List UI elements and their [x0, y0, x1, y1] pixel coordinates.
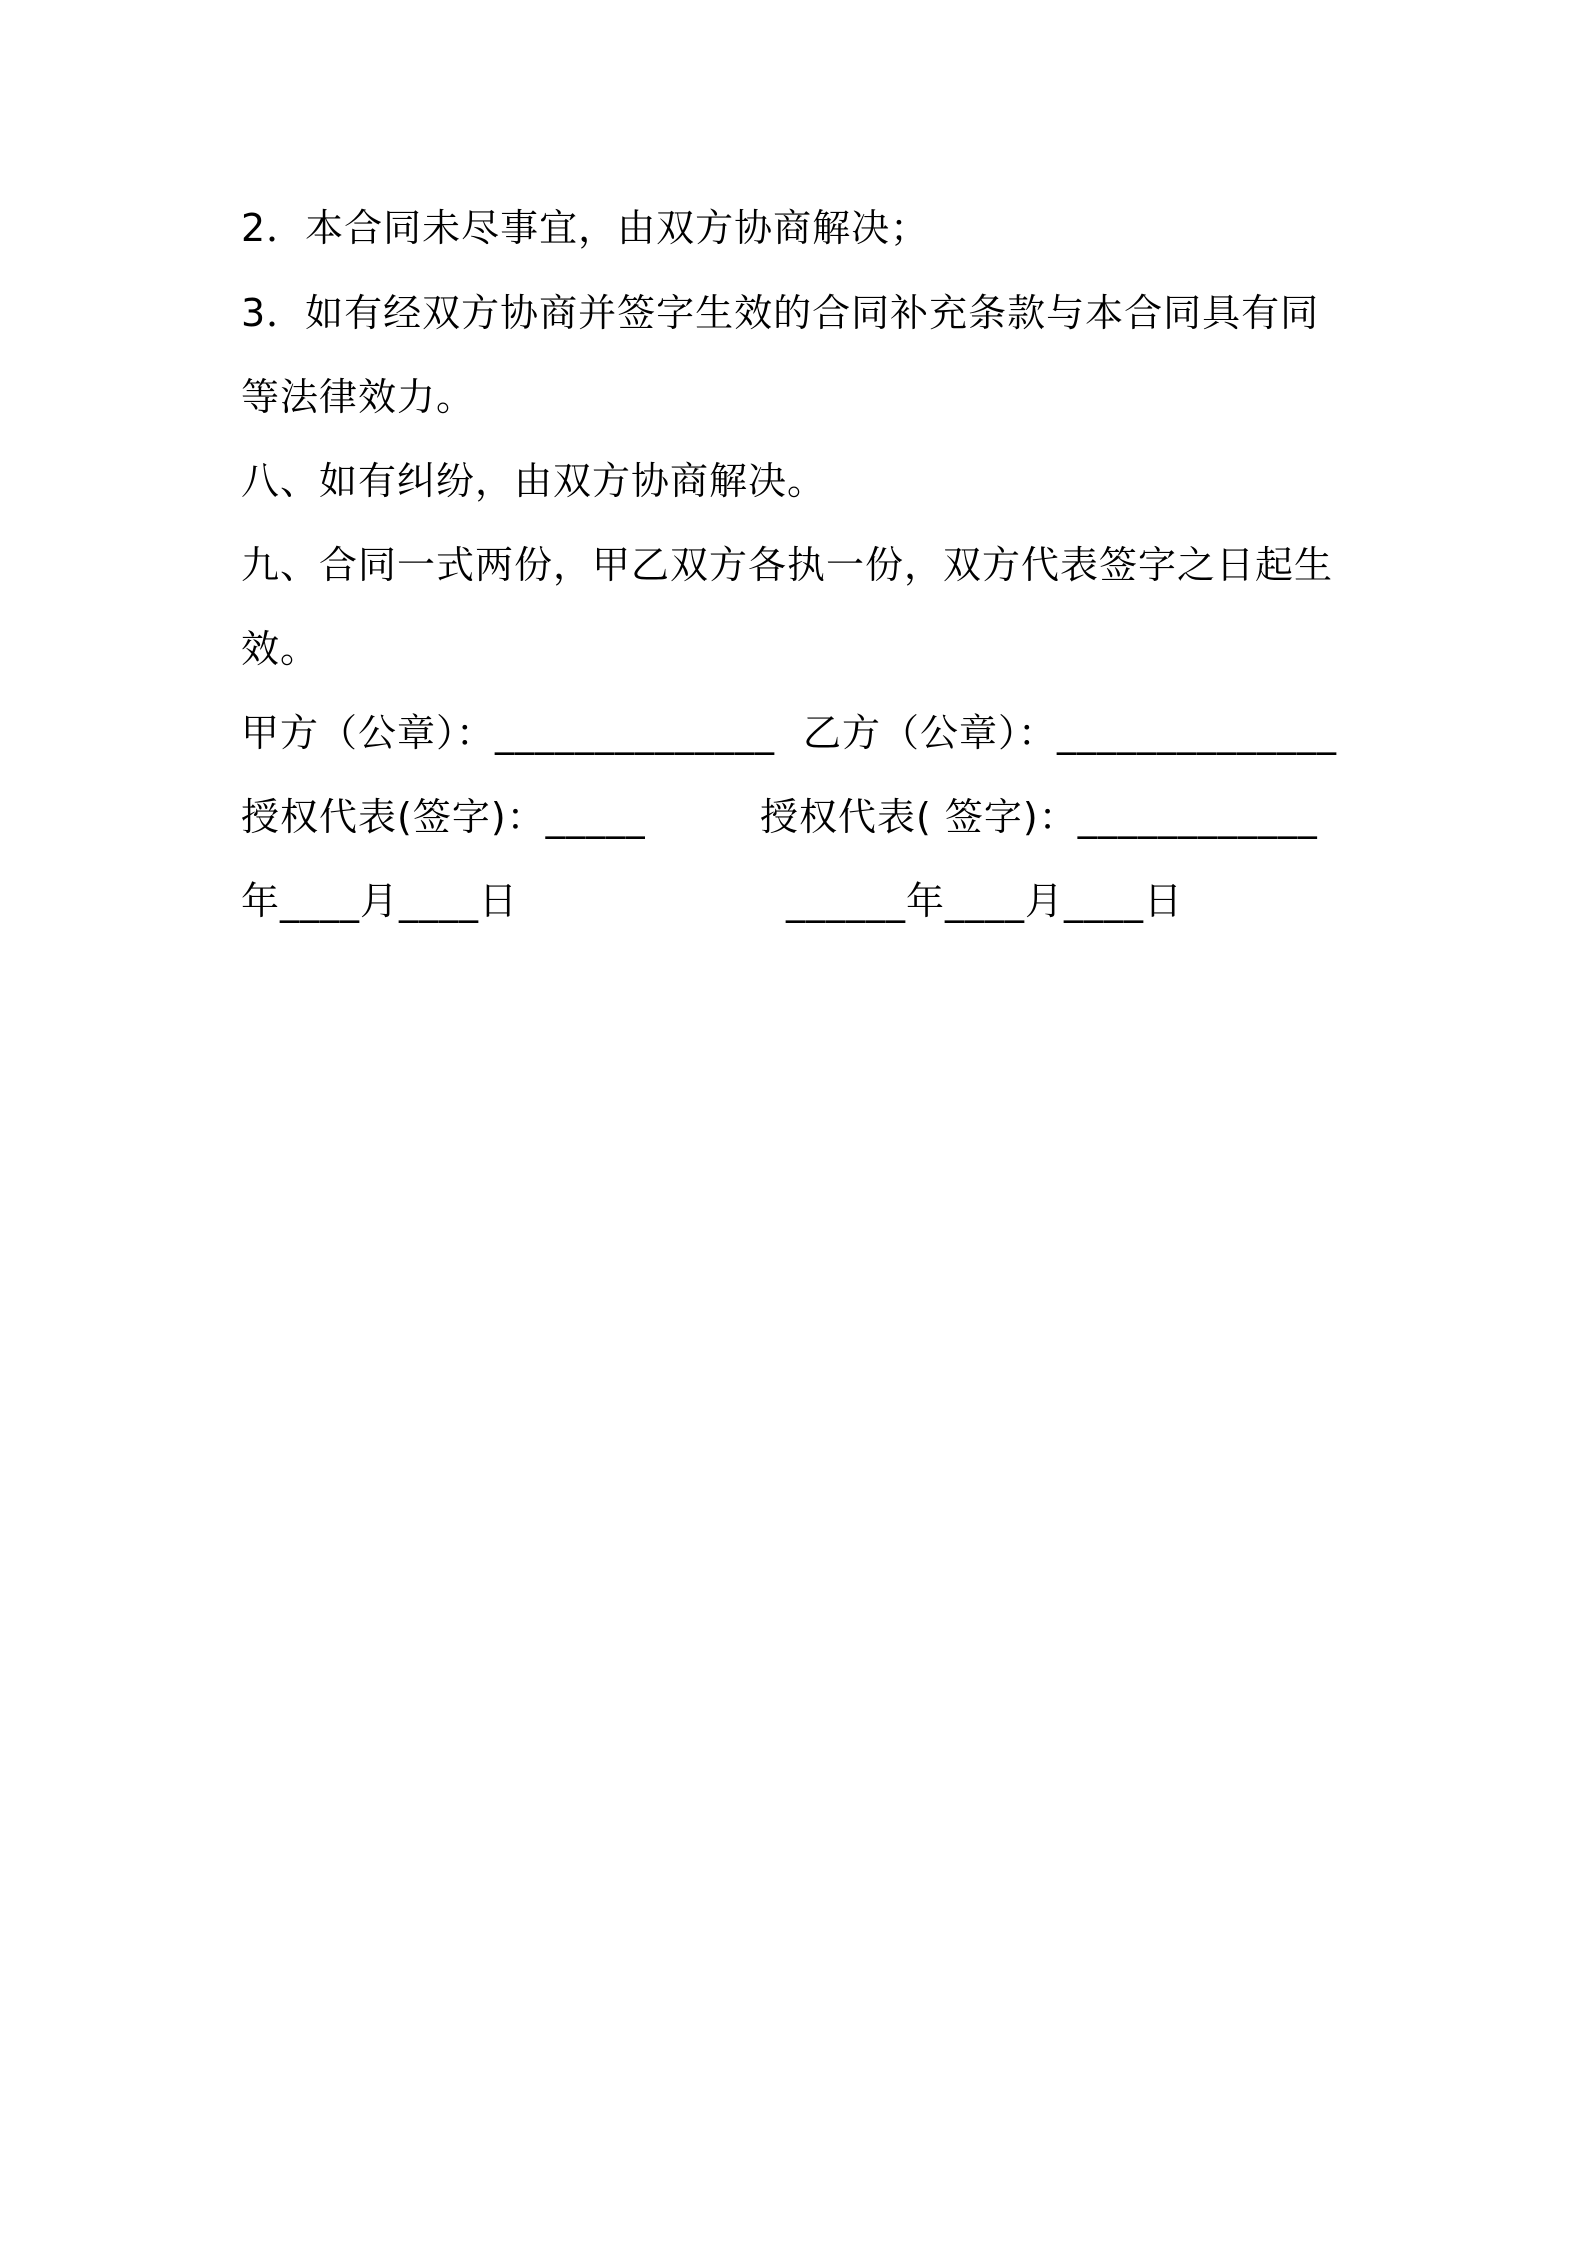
- party-a-representative: 授权代表(签字)：_____: [241, 795, 646, 839]
- party-b-date: ______年____月____日: [786, 879, 1184, 923]
- party-a-seal: 甲方（公章）：______________: [241, 711, 776, 755]
- clause-9: 九、合同一式两份，甲乙双方各执一份，双方代表签字之日起生: [241, 543, 1334, 587]
- clause-9-continued: 效。: [241, 627, 320, 671]
- clause-3: 3．如有经双方协商并签字生效的合同补充条款与本合同具有同: [241, 291, 1320, 335]
- clause-2: 2．本合同未尽事宜，由双方协商解决；: [241, 206, 930, 250]
- clause-3-continued: 等法律效力。: [241, 375, 476, 419]
- party-b-seal: 乙方（公章）：______________: [803, 711, 1338, 755]
- clause-8: 八、如有纠纷，由双方协商解决。: [241, 459, 827, 503]
- party-b-representative: 授权代表( 签字)：____________: [760, 795, 1318, 839]
- party-a-date: 年____月____日: [241, 879, 519, 923]
